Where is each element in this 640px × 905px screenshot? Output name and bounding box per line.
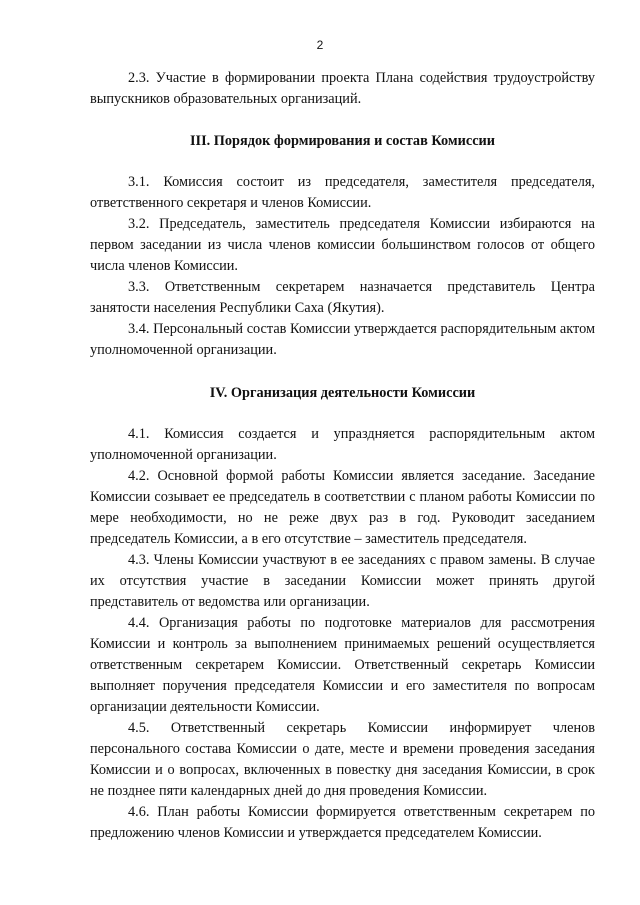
paragraph-4-1: 4.1. Комиссия создается и упраздняется распорядительным актом уполномоченной организации. (90, 426, 595, 463)
paragraph-3-3: 3.3. Ответственным секретарем назначается представитель Центра занятости населения Республики Саха (Якутия). (90, 279, 595, 316)
paragraph-4-5: 4.5. Ответственный секретарь Комиссии информирует членов персонального состава Комиссии о дате, месте и времени проведения заседания Комиссии и о вопросах, включенных в повестку дня заседания Комиссии, в срок не позднее пяти календарных дней до дня проведения Комиссии. (90, 720, 595, 799)
paragraph-4-3: 4.3. Члены Комиссии участвуют в ее заседаниях с правом замены. В случае их отсутствия участие в заседании Комиссии может принять другой представитель от ведомства или организации. (90, 552, 595, 610)
paragraph-4-4: 4.4. Организация работы по подготовке материалов для рассмотрения Комиссии и контроль за выполнением принимаемых решений осуществляется ответственным секретарем Комиссии. Ответственный секретарь Комиссии выполняет поручения председателя Комиссии и его заместителя по вопросам организации деятельности Комиссии. (90, 615, 595, 715)
paragraph-4-6: 4.6. План работы Комиссии формируется ответственным секретарем по предложению членов Комиссии и утверждается председателем Комиссии. (90, 804, 595, 841)
paragraph-3-4: 3.4. Персональный состав Комиссии утверждается распорядительным актом уполномоченной организации. (90, 321, 595, 358)
paragraph-4-2: 4.2. Основной формой работы Комиссии является заседание. Заседание Комиссии созывает ее председатель в соответствии с планом работы Комиссии по мере необходимости, но не реже двух раз в год. Руководит заседанием председатель Комиссии, а в его отсутствие – заместитель председателя. (90, 468, 595, 547)
section-3-heading: III. Порядок формирования и состав Комиссии (189, 133, 496, 149)
paragraph-3-1: 3.1. Комиссия состоит из председателя, заместителя председателя, ответственного секретаря и членов Комиссии. (90, 174, 595, 211)
document-body (90, 68, 595, 844)
page-number: 2 (316, 38, 324, 52)
paragraph-2-3: 2.3. Участие в формировании проекта Плана содействия трудоустройству выпускников образовательных организаций. (90, 70, 595, 107)
section-4-heading: IV. Организация деятельности Комиссии (209, 385, 476, 401)
paragraph-3-2: 3.2. Председатель, заместитель председателя Комиссии избираются на первом заседании из числа членов комиссии большинством голосов от общего числа членов Комиссии. (90, 216, 595, 274)
